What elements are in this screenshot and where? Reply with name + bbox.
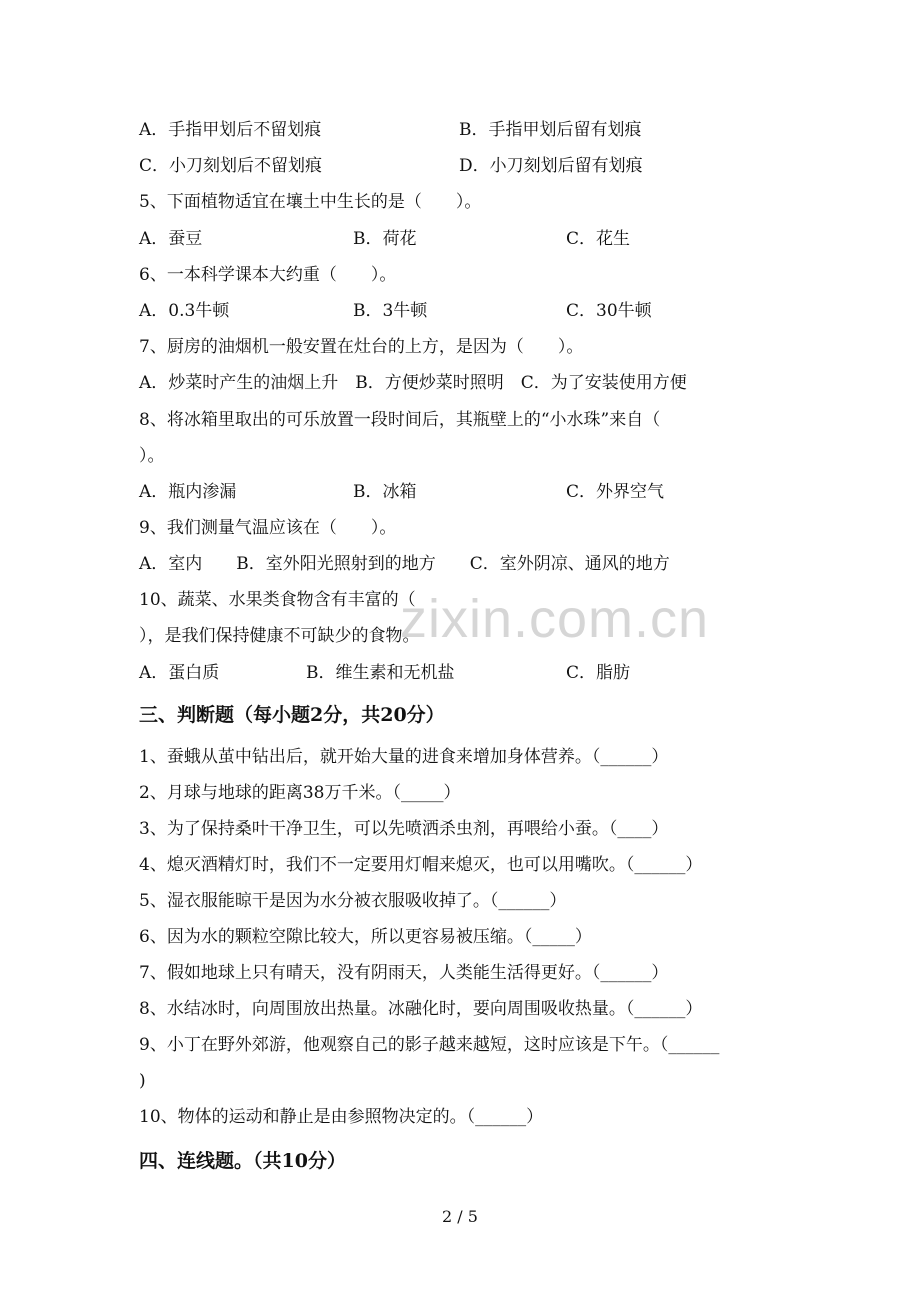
- section-4-heading: 四、连线题。（共10分）: [139, 1150, 346, 1172]
- judgment-item-6: 6、因为水的颗粒空隙比较大，所以更容易被压缩。（_____）: [139, 927, 592, 947]
- judgment-item-7: 7、假如地球上只有晴天，没有阴雨天，人类能生活得更好。（______）: [139, 963, 669, 983]
- q6-option-a: A．0.3牛顿: [139, 301, 230, 321]
- judgment-item-5: 5、湿衣服能晾干是因为水分被衣服吸收掉了。（______）: [139, 891, 567, 911]
- q4-option-a: A．手指甲划后不留划痕: [139, 120, 322, 140]
- q10-option-b: B．维生素和无机盐: [306, 663, 455, 683]
- q4-option-d: D．小刀刻划后留有划痕: [459, 156, 643, 176]
- q8-option-b: B．冰箱: [353, 482, 417, 502]
- q5-text: 5、下面植物适宜在壤土中生长的是（ ）。: [139, 192, 482, 212]
- q4-option-c: C．小刀刻划后不留划痕: [139, 156, 323, 176]
- judgment-item-1: 1、蚕蛾从茧中钻出后，就开始大量的进食来增加身体营养。（______）: [139, 747, 669, 767]
- q9-options: A．室内 B．室外阳光照射到的地方 C．室外阴凉、通风的地方: [139, 554, 670, 574]
- judgment-item-3: 3、为了保持桑叶干净卫生，可以先喷洒杀虫剂，再喂给小蚕。（____）: [139, 819, 669, 839]
- page-number: 2 / 5: [442, 1207, 478, 1226]
- q7-options: A．炒菜时产生的油烟上升 B．方便炒菜时照明 C．为了安装使用方便: [139, 373, 687, 393]
- q8-option-c: C．外界空气: [566, 482, 665, 502]
- q8-text-line-1: 8、将冰箱里取出的可乐放置一段时间后，其瓶壁上的“小水珠”来自（: [139, 410, 661, 430]
- section-3-heading: 三、判断题（每小题2分，共20分）: [139, 704, 445, 726]
- watermark-text: zixin.com.cn: [400, 589, 710, 649]
- judgment-item-8: 8、水结冰时，向周围放出热量。冰融化时，要向周围吸收热量。（______）: [139, 999, 703, 1019]
- q10-text-line-2: ），是我们保持健康不可缺少的食物。: [139, 626, 420, 646]
- q8-text-line-2: ）。: [139, 446, 165, 466]
- q6-option-b: B．3牛顿: [353, 301, 428, 321]
- q8-option-a: A．瓶内渗漏: [139, 482, 237, 502]
- judgment-item-10: 10、物体的运动和静止是由参照物决定的。（______）: [139, 1107, 544, 1127]
- q5-option-a: A．蚕豆: [139, 229, 203, 249]
- q4-option-b: B．手指甲划后留有划痕: [459, 120, 642, 140]
- q5-option-b: B．荷花: [353, 229, 417, 249]
- judgment-item-2: 2、月球与地球的距离38万千米。（_____）: [139, 783, 461, 803]
- q10-option-c: C．脂肪: [566, 663, 631, 683]
- q5-option-c: C．花生: [566, 229, 631, 249]
- judgment-item-9-continuation: ): [139, 1071, 146, 1091]
- q10-text-line-1: 10、蔬菜、水果类食物含有丰富的（: [139, 590, 416, 610]
- q6-text: 6、一本科学课本大约重（ ）。: [139, 265, 397, 285]
- judgment-item-9: 9、小丁在野外郊游，他观察自己的影子越来越短，这时应该是下午。（______: [139, 1035, 720, 1055]
- q7-text: 7、厨房的油烟机一般安置在灶台的上方，是因为（ ）。: [139, 337, 584, 357]
- q6-option-c: C．30牛顿: [566, 301, 652, 321]
- q10-option-a: A．蛋白质: [139, 663, 220, 683]
- judgment-item-4: 4、熄灭酒精灯时，我们不一定要用灯帽来熄灭，也可以用嘴吹。（______）: [139, 855, 703, 875]
- q9-text: 9、我们测量气温应该在（ ）。: [139, 518, 397, 538]
